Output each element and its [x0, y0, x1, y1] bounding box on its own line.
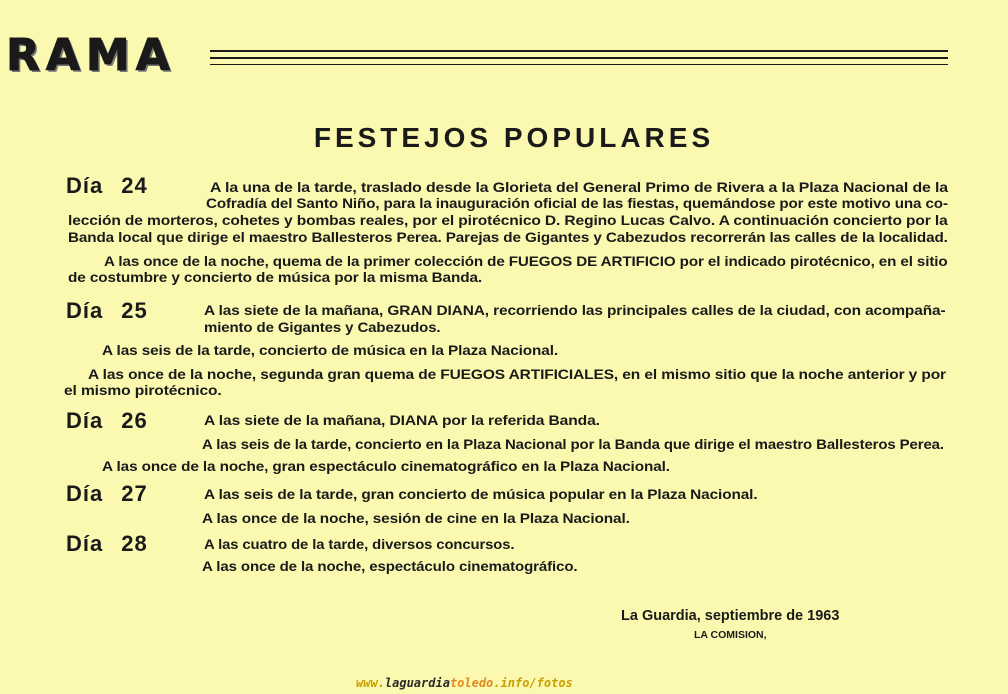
- day-26-label: [66, 408, 148, 434]
- day-word: Día: [66, 531, 104, 556]
- day-number: 25: [121, 298, 148, 323]
- website-watermark: [356, 676, 573, 690]
- header-rule-1: [210, 50, 948, 52]
- program-line: A las cuatro de la tarde, diversos concursos.: [204, 537, 515, 552]
- program-line: lección de morteros, cohetes y bombas reales, por el pirotécnico D. Regino Lucas Calvo. A continuación concierto por la: [68, 213, 948, 228]
- program-line: A las seis de la tarde, gran concierto de música popular en la Plaza Nacional.: [204, 487, 758, 502]
- program-line: A la una de la tarde, traslado desde la Glorieta del General Primo de Rivera a la Plaza Nacional de la: [210, 180, 948, 195]
- watermark-part: .info/fotos: [493, 676, 573, 690]
- program-line: Banda local que dirige el maestro Ballesteros Perea. Parejas de Gigantes y Cabezudos recorrerán las calles de la localidad.: [68, 230, 948, 245]
- header-rule-3: [210, 64, 948, 65]
- day-number: 26: [121, 408, 148, 433]
- day-number: 24: [121, 173, 148, 198]
- day-24-label: [66, 173, 148, 199]
- day-number: 27: [121, 481, 148, 506]
- program-line: A las once de la noche, segunda gran quema de FUEGOS ARTIFICIALES, en el mismo sitio que la noche anterior y por: [88, 367, 946, 382]
- watermark-part: www.: [356, 676, 385, 690]
- program-line: A las seis de la tarde, concierto en la Plaza Nacional por la Banda que dirige el maestro Ballesteros Perea.: [202, 437, 944, 452]
- program-line: A las once de la noche, quema de la primer colección de FUEGOS DE ARTIFICIO por el indicado pirotécnico, en el sitio: [104, 254, 948, 269]
- program-line: de costumbre y concierto de música por la misma Banda.: [68, 270, 483, 285]
- header-rules: [210, 50, 948, 65]
- program-line: Cofradía del Santo Niño, para la inauguración oficial de las fiestas, quemándose por este motivo una co-: [206, 196, 948, 211]
- program-line: A las seis de la tarde, concierto de música en la Plaza Nacional.: [102, 343, 559, 358]
- footer-organization: LA COMISION,: [694, 629, 767, 641]
- day-28-label: [66, 531, 148, 557]
- day-word: Día: [66, 298, 104, 323]
- program-line: A las once de la noche, sesión de cine en la Plaza Nacional.: [202, 511, 630, 526]
- watermark-part: laguardia: [384, 676, 450, 690]
- page-title: FESTEJOS POPULARES: [313, 122, 715, 153]
- program-line: A las once de la noche, espectáculo cinematográfico.: [202, 559, 578, 574]
- header-rule-2: [210, 57, 948, 59]
- program-line: A las siete de la mañana, GRAN DIANA, recorriendo las principales calles de la ciudad, con acompaña-: [204, 303, 946, 318]
- day-word: Día: [66, 173, 104, 198]
- header-word: RAMA: [6, 30, 176, 81]
- day-word: Día: [66, 481, 104, 506]
- day-27-label: [66, 481, 148, 507]
- program-line: A las once de la noche, gran espectáculo cinematográfico en la Plaza Nacional.: [102, 459, 670, 474]
- day-25-label: [66, 298, 148, 324]
- program-line: el mismo pirotécnico.: [64, 383, 222, 398]
- day-number: 28: [121, 531, 148, 556]
- day-word: Día: [66, 408, 104, 433]
- program-line: A las siete de la mañana, DIANA por la referida Banda.: [204, 413, 600, 428]
- watermark-part: toledo: [449, 676, 494, 690]
- program-line: miento de Gigantes y Cabezudos.: [204, 320, 441, 335]
- footer-city-date: La Guardia, septiembre de 1963: [621, 608, 840, 624]
